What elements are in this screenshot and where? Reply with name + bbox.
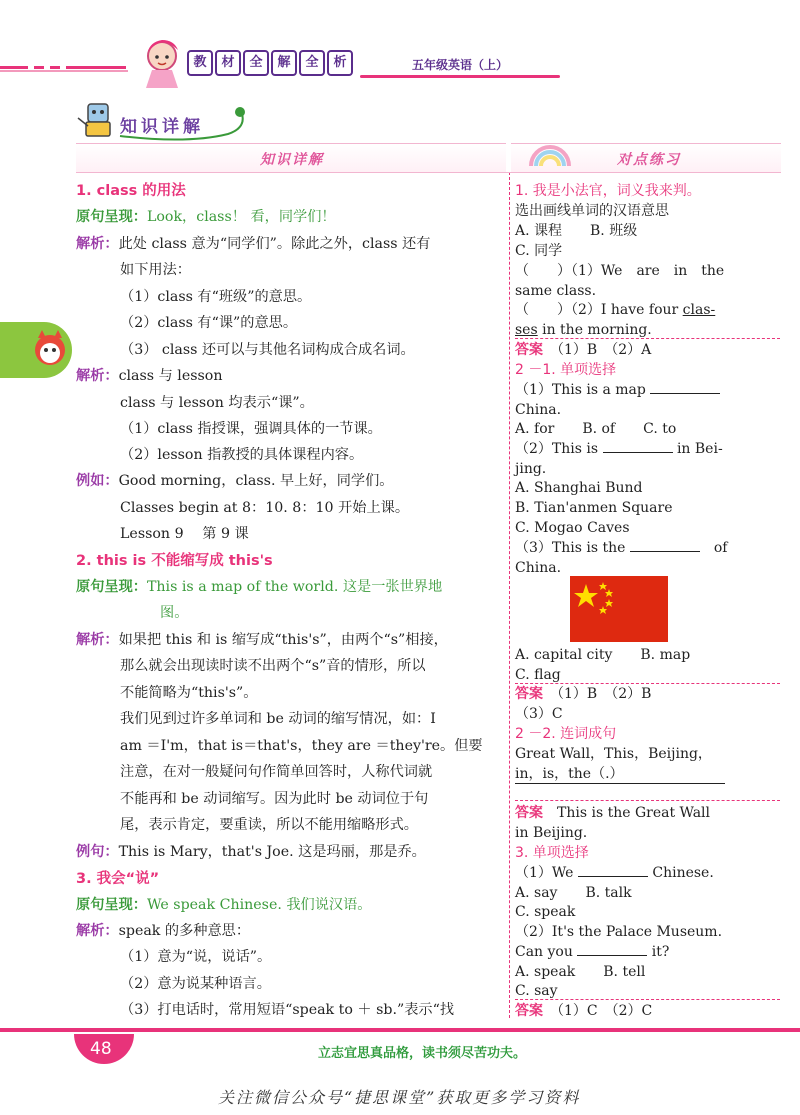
q3-options: C. say (515, 983, 558, 999)
p3-item-1: （1）意为“说，说话”。 (120, 949, 272, 965)
q1-item-1: （ ）（1）We are in the (515, 263, 725, 279)
p1-analysis-2-line: class 与 lesson 均表示“课”。 (120, 395, 314, 411)
p1-analysis-2-line: （1）class 指授课，强调具体的一节课。 (120, 421, 382, 437)
q2-2-heading: 2 －2. 连词成句 (515, 726, 617, 742)
q1-options: C. 同学 (515, 243, 563, 259)
q2-1-options: A. for B. of C. to (515, 421, 677, 437)
q2-1-option: C. Mogao Caves (515, 520, 630, 536)
q2-1-item-3: （3）This is the of (515, 540, 728, 556)
q3-item-2: （2）It's the Palace Museum. (515, 924, 723, 940)
q1-title: 1. 我是小法官，词义我来判。 (515, 183, 701, 199)
q2-1-answer-cont: （3）C (515, 706, 563, 722)
p3-analysis: 解析：speak 的多种意思： (76, 923, 251, 939)
rainbow-icon (525, 140, 575, 170)
answer-divider (515, 683, 780, 684)
china-flag-image (570, 576, 668, 642)
q3-options: A. speak B. tell (515, 964, 646, 980)
p1-analysis-2: 解析：class 与 lesson (76, 368, 223, 384)
p1-example: 例如：Good morning，class. 早上好，同学们。 (76, 473, 394, 489)
q2-2-words: in，is，the（.） (515, 766, 624, 782)
p1-example-line: Classes begin at 8：10. 8：10 开始上课。 (120, 500, 410, 516)
p1-item-2: （2）class 有“课”的意思。 (120, 315, 298, 331)
q1-options: A. 课程 B. 班级 (515, 223, 638, 239)
q2-1-option: B. Tian'anmen Square (515, 500, 673, 516)
p2-analysis-line: 那么就会出现读时读不出两个“s”音的情形，所以 (120, 658, 426, 674)
q1-item-2-cont: ses in the morning. (515, 322, 652, 338)
q2-1-heading: 2 －1. 单项选择 (515, 362, 617, 378)
q3-answer: 答案 （1）C （2）C (515, 1003, 653, 1019)
p2-analysis-line: am ＝I'm，that is＝that's，they are ＝they're。但要 (120, 738, 483, 754)
q2-1-answer: 答案 （1）B （2）B (515, 686, 652, 702)
q2-1-item-2: （2）This is in Bei- (515, 441, 723, 457)
q2-1-options: C. flag (515, 667, 561, 683)
answer-line (515, 783, 725, 784)
q3-item-1: （1）We Chinese. (515, 865, 714, 881)
cartoon-fox-icon (30, 328, 70, 372)
p2-heading: 2. this is 不能缩写成 this's (76, 553, 273, 569)
answer-divider (515, 999, 780, 1000)
section-title-swoosh (118, 104, 258, 142)
p2-example: 例句：This is Mary，that's Joe. 这是玛丽，那是乔。 (76, 844, 426, 860)
p2-analysis-line: 我们见到过许多单词和 be 动词的缩写情况，如：I (120, 711, 436, 727)
fairy-girl-illustration (130, 30, 190, 90)
p1-analysis-cont: 如下用法： (120, 262, 191, 278)
p1-item-1: （1）class 有“班级”的意思。 (120, 289, 312, 305)
q2-1-options: A. capital city B. map (515, 647, 691, 663)
p3-original-sentence: 原句呈现：We speak Chinese. 我们说汉语。 (76, 897, 372, 913)
q2-1-item-1-cont: China. (515, 402, 562, 418)
right-column-title: 对点练习 (617, 152, 681, 168)
watermark-text: 关注微信公众号“捷思课堂”获取更多学习资料 (218, 1088, 581, 1107)
q3-options: C. speak (515, 904, 576, 920)
q2-1-item-3-cont: China. (515, 560, 562, 576)
p1-item-3: （3） class 还可以与其他名词构成合成名词。 (120, 342, 415, 358)
q1-item-1-cont: same class. (515, 283, 597, 299)
p2-analysis: 解析：如果把 this 和 is 缩写成“this's”，由两个“s”相接， (76, 632, 448, 648)
q1-item-2: （ ）（2）I have four clas- (515, 302, 716, 318)
left-column-title: 知识详解 (260, 152, 324, 168)
p2-analysis-line: 不能简略为“this's”。 (120, 685, 258, 701)
q3-item-2-cont: Can you it? (515, 944, 670, 960)
q1-instruction: 选出画线单词的汉语意思 (515, 203, 669, 219)
q2-2-answer-cont: in Beijing. (515, 825, 588, 841)
footer-rule (0, 1028, 800, 1032)
header-underline (360, 75, 560, 78)
section-title: 知识详解 (120, 117, 204, 137)
p2-analysis-line: 尾，表示肯定，要重读，所以不能用缩略形式。 (120, 817, 418, 833)
answer-divider (515, 800, 780, 801)
p1-example-line: Lesson 9 第 9 课 (120, 526, 249, 542)
q2-2-words: Great Wall，This，Beijing， (515, 746, 712, 762)
q2-2-answer: 答案 This is the Great Wall (515, 805, 711, 821)
footer-motto: 立志宜思真品格，读书须尽苦功夫。 (318, 1046, 527, 1061)
p1-original-sentence: 原句呈现：Look，class！ 看，同学们！ (76, 209, 336, 225)
p2-original-cont: 图。 (160, 605, 189, 621)
grade-label: 五年级英语（上） (412, 58, 509, 72)
p3-item-2: （2）意为说某种语言。 (120, 976, 271, 992)
p3-heading: 3. 我会“说” (76, 871, 160, 887)
answer-divider (515, 338, 780, 339)
q2-1-item-1: （1）This is a map (515, 381, 780, 399)
p1-heading: 1. class 的用法 (76, 183, 186, 199)
p1-analysis-2-line: （2）lesson 指教授的具体课程内容。 (120, 447, 364, 463)
q3-options: A. say B. talk (515, 885, 632, 901)
header-rule (76, 172, 781, 173)
p2-analysis-line: 注意，在对一般疑问句作简单回答时，人称代词就 (120, 764, 433, 780)
q1-answer: 答案 （1）B （2）A (515, 342, 652, 358)
p2-original-sentence: 原句呈现：This is a map of the world. 这是一张世界地 (76, 579, 443, 595)
q2-1-option: A. Shanghai Bund (515, 480, 643, 496)
p3-item-3: （3）打电话时，常用短语“speak to ＋ sb.”表示“找 (120, 1002, 455, 1018)
p1-analysis: 解析：此处 class 意为“同学们”。除此之外，class 还有 (76, 236, 431, 252)
p2-analysis-line: 不能再和 be 动词缩写。因为此时 be 动词位于句 (120, 791, 429, 807)
robot-mascot-icon (76, 98, 122, 140)
q3-heading: 3. 单项选择 (515, 845, 589, 861)
q2-1-item-2-cont: jing. (515, 461, 547, 477)
page-number: 48 (90, 1039, 112, 1059)
